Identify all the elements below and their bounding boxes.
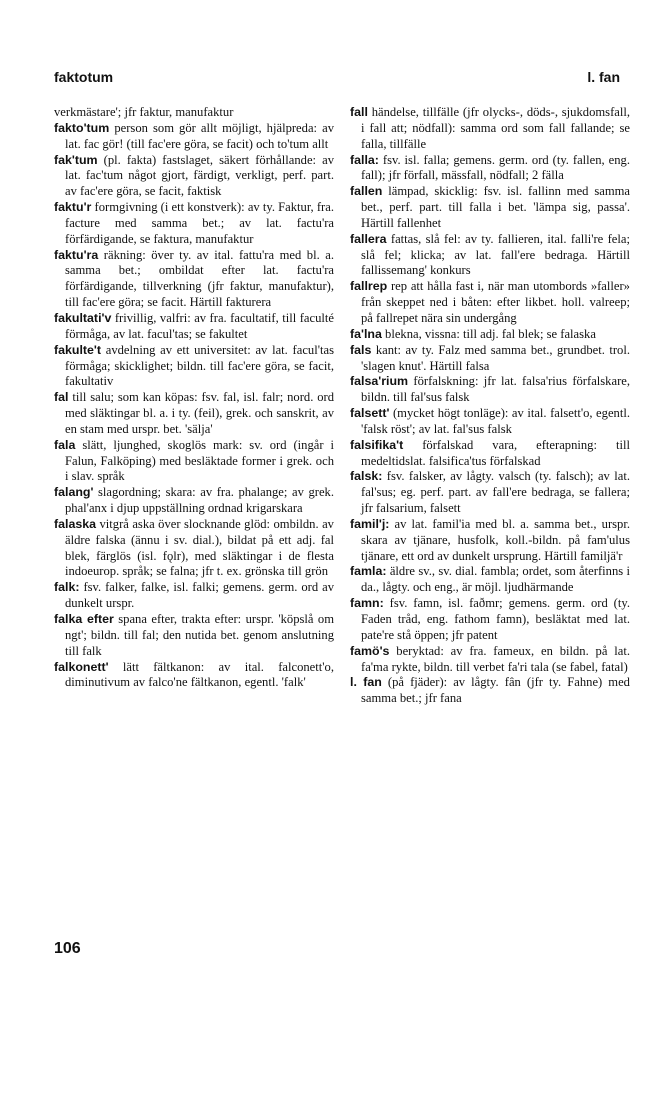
headword: fallen [350, 184, 383, 199]
definition: förfalskad vara, efterapning: till medeltidslat. falsifica'tus förfalskad [361, 437, 630, 468]
dictionary-entry [54, 105, 334, 121]
headword: falk: [54, 580, 80, 595]
dictionary-entry [350, 564, 630, 596]
headword: fall [350, 105, 368, 119]
headword: fakulte't [54, 342, 102, 357]
headword: falsifika't [350, 437, 404, 452]
dictionary-entry [350, 469, 630, 517]
definition: avdelning av ett universitet: av lat. facul'tas förmåga; skicklighet; bildn. till fac'ere göra, se facit, fakultativ [65, 342, 334, 389]
dictionary-entry [54, 390, 334, 438]
headword: fal [54, 390, 69, 405]
headword: falsa'rium [350, 374, 409, 389]
dictionary-entry [350, 406, 630, 438]
dictionary-entry [54, 438, 334, 486]
dictionary-entry [350, 675, 630, 707]
dictionary-entry [54, 248, 334, 311]
dictionary-entry [350, 596, 630, 644]
definition: (pl. fakta) fastslaget, säkert förhållande: av lat. fac'tum något gjort, färdigt, verkligt, perf. part. av fac'ere göra, se facit, faktisk [65, 152, 335, 199]
definition: till salu; som kan köpas: fsv. fal, isl. falr; nord. ord med släktingar bl. a. i ty. (feil), grek. och sanskrit, av en stam med urspr. bet. 'sälja' [65, 390, 334, 436]
definition: fattas, slå fel: av ty. fallieren, ital. falli're fela; slå fel; klicka; av lat. fall'ere bedraga. Härtill fallissemang' konkurs [361, 231, 630, 278]
definition: person som gör allt möjligt, hjälpreda: av lat. fac gör! (till fac'ere göra, se facit) och to'tum allt [65, 120, 334, 151]
definition: beryktad: av fra. fameux, en bildn. på lat. fa'ma rykte, bildn. till verbet fa'ri tala (se fabel, fatal) [361, 643, 630, 674]
dictionary-entry [350, 438, 630, 470]
definition: fsv. isl. falla; gemens. germ. ord (ty. fallen, eng. fall); jfr förfall, mässfall, nödfall; 2 fälla [361, 152, 630, 183]
dictionary-entry [350, 184, 630, 232]
headword: fals [350, 342, 372, 357]
dictionary-entry [350, 374, 630, 406]
headword: famö's [350, 643, 390, 658]
definition: förfalskning: jfr lat. falsa'rius förfalskare, bildn. till fal'sus falsk [361, 374, 631, 405]
definition: spana efter, trakta efter: urspr. 'köpslå om ngt'; bildn. till fal; den nutida bet. genom anslutning till falk [65, 612, 335, 658]
definition: fsv. falker, falke, isl. falki; gemens. germ. ord av dunkelt urspr. [65, 580, 334, 611]
definition: blekna, vissna: till adj. fal blek; se falaska [385, 326, 596, 341]
headword: famn: [350, 596, 384, 611]
dictionary-entry [54, 153, 334, 201]
running-head-right: l. fan [587, 69, 620, 85]
headword: falsett' [350, 406, 390, 421]
dictionary-entry [350, 327, 630, 343]
headword: falka efter [54, 612, 114, 626]
dictionary-entry [350, 517, 630, 565]
dictionary-entry [54, 612, 334, 660]
page-number: 106 [54, 940, 81, 957]
definition: slagordning; skara: av fra. phalange; av grek. phal'anx i djup uppställning ordnad krigarskara [65, 485, 334, 516]
definition: fsv. falsker, av lågty. valsch (ty. falsch); av lat. fal'sus; eg. perf. part. av fall'ere bedraga, se fallera; jfr falsarium, falsett [361, 469, 631, 516]
definition: (på fjäder): av lågty. fân (jfr ty. Fahne) med samma bet.; jfr fana [361, 675, 630, 706]
dictionary-entry [350, 343, 630, 375]
definition: av lat. famil'ia med bl. a. samma bet., urspr. skara av tjänare, husfolk, koll.-bildn. på fam'ulus tjänare, ett ord av dunkelt ursprung. Härtill familjä'r [361, 516, 630, 563]
dictionary-entry [350, 153, 630, 185]
dictionary-entry [54, 343, 334, 391]
definition: händelse, tillfälle (jfr olycks-, döds-, sjukdomsfall, i fall att; nödfall): samma ord som fall fallande; se falla, tillfälle [361, 105, 630, 151]
dictionary-entry [350, 232, 630, 280]
definition: fsv. famn, isl. faðmr; gemens. germ. ord (ty. Faden tråd, eng. fathom famn), besläktat med lat. pate're stå öppen; jfr patent [361, 596, 631, 642]
dictionary-entry [350, 279, 630, 327]
definition: (mycket högt tonläge): av ital. falsett'o, egentl. 'falsk röst'; av lat. fal'sus falsk [361, 406, 630, 436]
headword: falla: [350, 152, 379, 167]
definition: lätt fältkanon: av ital. falconett'o, diminutivum av falco'ne fältkanon, egentl. 'falk' [65, 659, 334, 690]
definition: äldre sv., sv. dial. fambla; ordet, som återfinns i da., lågty. och eng., är möjl. ljudhärmande [361, 564, 630, 595]
headword: falaska [54, 516, 97, 531]
definition: kant: av ty. Falz med samma bet., grundbet. trol. 'slagen knut'. Härtill falsa [361, 342, 630, 373]
headword: fala [54, 437, 76, 452]
dictionary-entry [54, 517, 334, 580]
dictionary-entry [54, 580, 334, 612]
dictionary-entry [54, 660, 334, 692]
headword: famla: [350, 564, 387, 579]
dictionary-entry [54, 121, 334, 153]
headword: fakto'tum [54, 120, 110, 135]
headword: fa'lna [350, 326, 382, 341]
definition: vitgrå aska över slocknande glöd: ombildn. av äldre falska (ännu i sv. dial.), bildat på ett adj. fal blek, färglös (isl. fǫlr), med släktingar i de flesta indoeurop. språk; se falna; jfr t. ex. grönska till grön [65, 516, 334, 579]
headword: falsk: [350, 469, 383, 484]
dictionary-entry [54, 485, 334, 517]
definition: formgivning (i ett konstverk): av ty. Faktur, fra. facture med samma bet.; av lat. factu'ra förfärdigande, se faktura, manufaktur [65, 200, 334, 246]
headword: falkonett' [54, 659, 109, 674]
headword: fallrep [350, 279, 388, 294]
right-column [350, 105, 630, 707]
headword: falang' [54, 485, 94, 500]
definition: lämpad, skicklig: fsv. isl. fallinn med samma bet., perf. part. till falla i bet. 'lämpa sig, passa'. Härtill fallenhet [361, 184, 631, 230]
definition: verkmästare'; jfr faktur, manufaktur [54, 105, 234, 119]
left-column [54, 105, 334, 691]
headword: l. fan [350, 675, 382, 690]
dictionary-entry [350, 644, 630, 676]
definition: rep att hålla fast i, när man utombords »faller» från skeppet ned i båten: efter likbet. holl. valreep; på fallrepet nära sin undergång [361, 279, 630, 325]
headword: fallera [350, 231, 387, 246]
headword: fak'tum [54, 152, 98, 167]
definition: räkning: över ty. av ital. fattu'ra med bl. a. samma bet.; ombildat efter lat. factu'ra förfärdigande, tillverkning (jfr faktur, manufaktur), till fac'ere göra; se facit. Härtill fakturera [65, 247, 334, 310]
definition: frivillig, valfri: av fra. facultatif, till faculté förmåga, av lat. facul'tas; se fakultet [65, 310, 334, 341]
headword: famil'j: [350, 516, 390, 531]
running-head-left: faktotum [54, 69, 114, 85]
headword: faktu'r [54, 200, 92, 215]
headword: faktu'ra [54, 247, 99, 262]
dictionary-entry [54, 200, 334, 248]
definition: slätt, ljunghed, skoglös mark: sv. ord (ingår i Falun, Falköping) med besläktade former i grek. och i slav. språk [65, 437, 334, 484]
headword: fakultati'v [54, 310, 112, 325]
dictionary-entry [54, 311, 334, 343]
dictionary-entry [350, 105, 630, 153]
